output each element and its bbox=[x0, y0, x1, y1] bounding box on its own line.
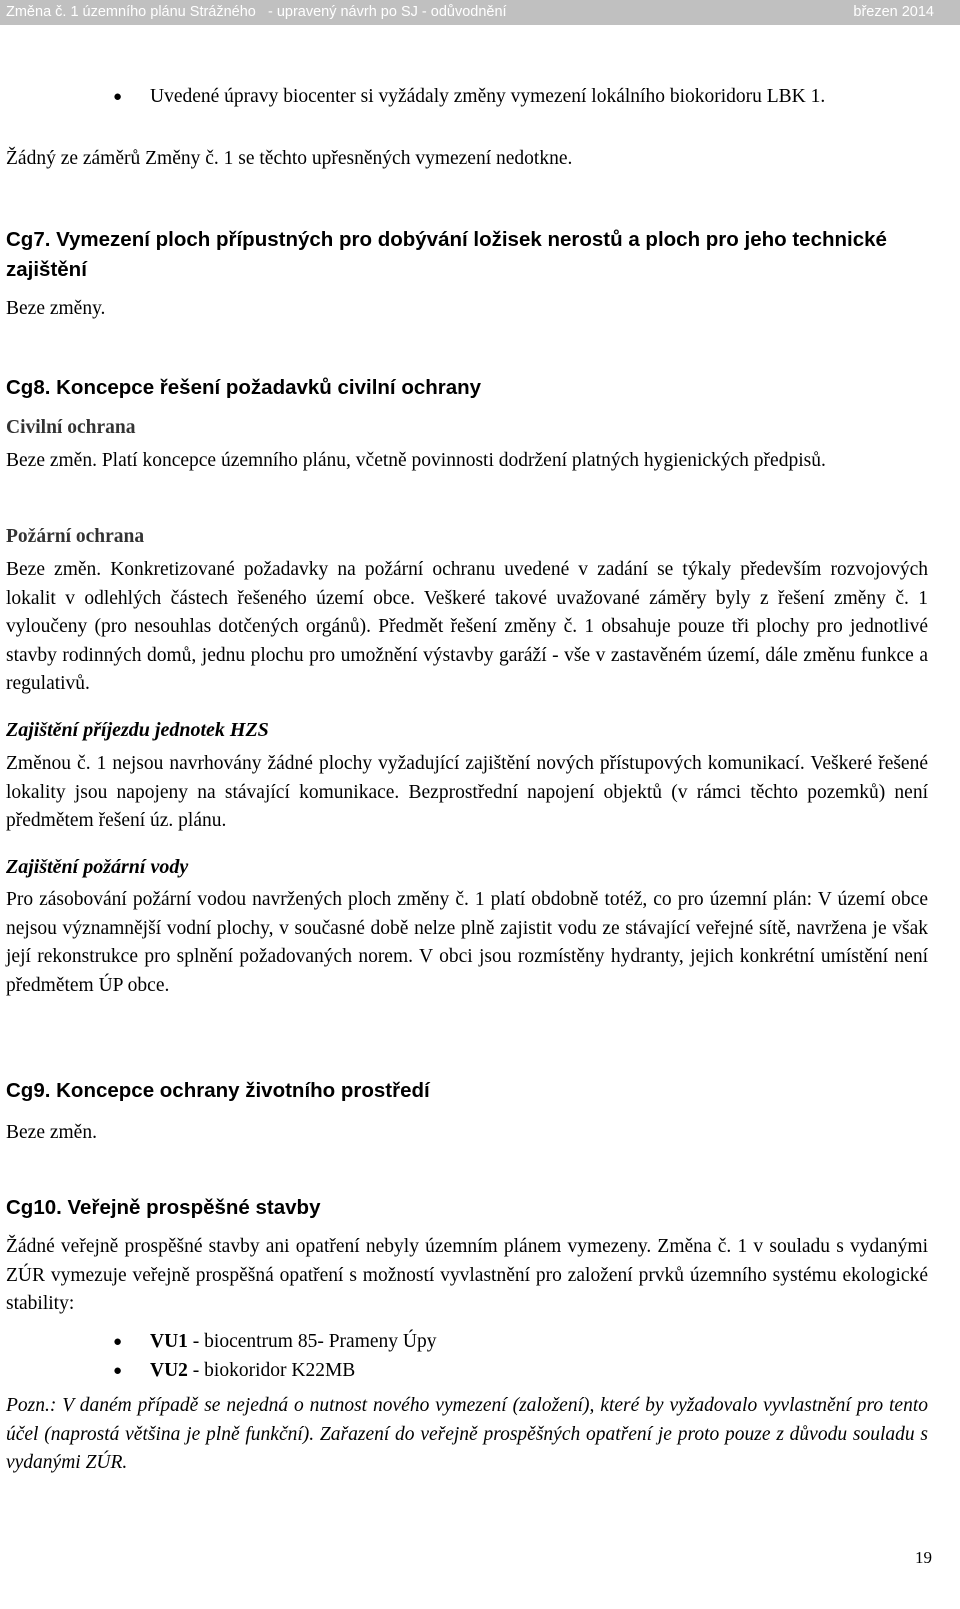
section-title-cg9: Cg9. Koncepce ochrany životního prostředí bbox=[6, 1079, 430, 1102]
civil-text: Beze změn. Platí koncepce územního plánu, včetně povinnosti dodržení platných hygienických předpisů. bbox=[6, 450, 826, 471]
vu2-code: VU2 bbox=[150, 1360, 188, 1381]
vu1-desc: - biocentrum 85- Prameny Úpy bbox=[187, 1331, 437, 1352]
vu1-code: VU1 bbox=[150, 1331, 188, 1352]
note-paragraph bbox=[6, 1392, 928, 1478]
water-text: Pro zásobování požární vodou navržených ploch změny č. 1 platí obdobně totéž, co pro územní plán: V území obce nejsou významnější vodní plochy, v současné době nelze plně zajistit vodu ze stávající veřejné sítě, navržena je však její rekonstrukce pro splnění požadovaných norem. V obci jsou rozmístěny hydranty, jejich konkrétní umístění není předmětem ÚP obce. bbox=[6, 889, 928, 996]
header-date: březen 2014 bbox=[853, 4, 934, 20]
cg10-text: Žádné veřejně prospěšné stavby ani opatření nebyly územním plánem vymezeny. Změna č. 1 v souladu s vydanými ZÚR vymezuje veřejně prospěšná opatření s možností vyvlastnění pro založení prvků územního systému ekologické stability: bbox=[6, 1236, 928, 1315]
list-item-vu1 bbox=[150, 1328, 928, 1357]
section-title-cg10: Cg10. Veřejně prospěšné stavby bbox=[6, 1196, 321, 1219]
subheading-civil: Civilní ochrana bbox=[6, 417, 136, 438]
bullet-icon: ● bbox=[113, 1334, 123, 1350]
subheading-fire: Požární ochrana bbox=[6, 526, 145, 547]
cg7-text: Beze změny. bbox=[6, 298, 106, 319]
page-header bbox=[0, 0, 960, 25]
vu2-desc: - biokoridor K22MB bbox=[187, 1360, 356, 1381]
bullet-lbk: Uvedené úpravy biocenter si vyžádaly změny vymezení lokálního biokoridoru LBK 1. bbox=[150, 86, 826, 107]
hzs-text: Změnou č. 1 nejsou navrhovány žádné plochy vyžadující zajištění nových přístupových komunikací. Veškeré řešené lokality jsou napojeny na stávající komunikace. Bezprostřední napojení objektů (v rámci těchto pozemků) není předmětem řešení úz. plánu. bbox=[6, 753, 928, 832]
cg9-text: Beze změn. bbox=[6, 1122, 97, 1143]
note-label: Pozn. bbox=[6, 1395, 50, 1416]
paragraph-no-plan: Žádný ze záměrů Změny č. 1 se těchto upřesněných vymezení nedotkne. bbox=[6, 148, 573, 169]
bullet-icon: ● bbox=[113, 1363, 123, 1379]
subheading-water: Zajištění požární vody bbox=[6, 856, 189, 878]
fire-text: Beze změn. Konkretizované požadavky na požární ochranu uvedené v zadání se týkaly především rozvojových lokalit v odlehlých částech řešeného území obce. Veškeré takové uvažované záměry byly z řešení změny č. 1 vyloučeny (pro nesouhlas dotčených orgánů). Předmět řešení změny č. 1 obsahuje pouze tři plochy pro jednotlivé stavby rodinných domů, jednu plochu pro umožnění výstavby garáží - vše v zastavěném území, dále změnu funkce a regulativů. bbox=[6, 559, 928, 695]
section-title-cg7: Cg7. Vymezení ploch přípustných pro dobývání ložisek nerostů a ploch pro jeho technické zajištění bbox=[6, 228, 887, 281]
bullet-icon: ● bbox=[113, 89, 123, 105]
note-text: : V daném případě se nejedná o nutnost nového vymezení (založení), které by vyžadovalo vyvlastnění pro tento účel (naprostá většina je plně funkční). Zařazení do veřejně prospěšných opatření je proto pouze z důvodu souladu s vydanými ZÚR. bbox=[6, 1395, 928, 1474]
header-title: Změna č. 1 územního plánu Strážného - upravený návrh po SJ - odůvodnění bbox=[6, 4, 507, 20]
section-title-cg8: Cg8. Koncepce řešení požadavků civilní ochrany bbox=[6, 376, 482, 399]
subheading-hzs: Zajištění příjezdu jednotek HZS bbox=[6, 719, 269, 741]
list-item-vu2 bbox=[150, 1357, 928, 1386]
page-number: 19 bbox=[915, 1548, 932, 1567]
